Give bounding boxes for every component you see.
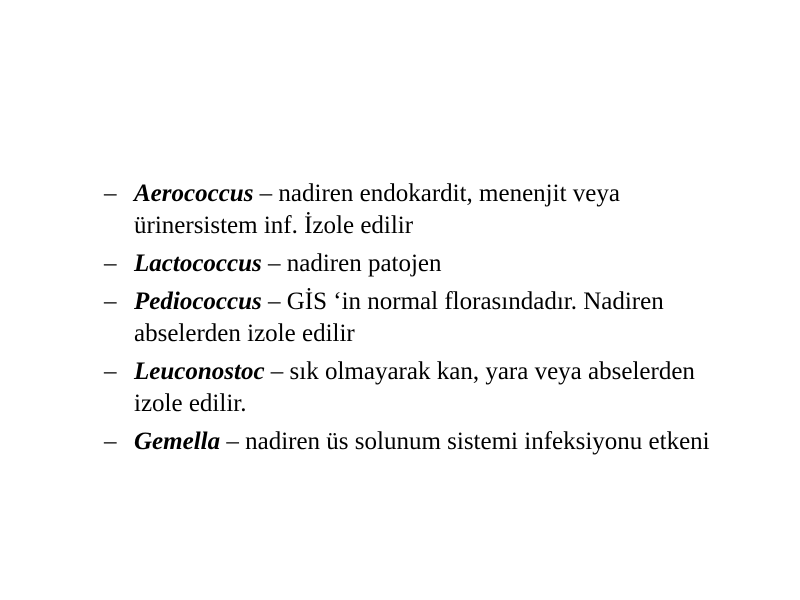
genus-description: – sık olmayarak kan, yara veya abselerden izole edilir.	[134, 358, 695, 417]
genus-description: – GİS ‘in normal florasındadır. Nadiren abselerden izole edilir	[134, 288, 664, 347]
bullet-list	[104, 178, 744, 464]
genus-description: – nadiren endokardit, menenjit veya ürinersistem inf. İzole edilir	[134, 180, 620, 239]
list-item-pediococcus	[104, 286, 744, 350]
list-item-leuconostoc	[104, 356, 744, 420]
list-item-aerococcus	[104, 178, 744, 242]
dash-bullet-icon: –	[104, 428, 117, 455]
genus-description: – nadiren patojen	[261, 250, 442, 277]
list-item-gemella	[104, 426, 744, 458]
genus-name: Aerococcus	[134, 180, 254, 207]
list-item-lactococcus	[104, 248, 744, 280]
dash-bullet-icon: –	[104, 250, 117, 277]
genus-name: Gemella	[134, 428, 221, 455]
dash-bullet-icon: –	[104, 358, 117, 385]
genus-name: Pediococcus	[134, 288, 262, 315]
genus-description: – nadiren üs solunum sistemi infeksiyonu etkeni	[220, 428, 710, 455]
dash-bullet-icon: –	[104, 180, 117, 207]
genus-name: Leuconostoc	[134, 358, 265, 385]
dash-bullet-icon: –	[104, 288, 117, 315]
genus-name: Lactococcus	[134, 250, 262, 277]
